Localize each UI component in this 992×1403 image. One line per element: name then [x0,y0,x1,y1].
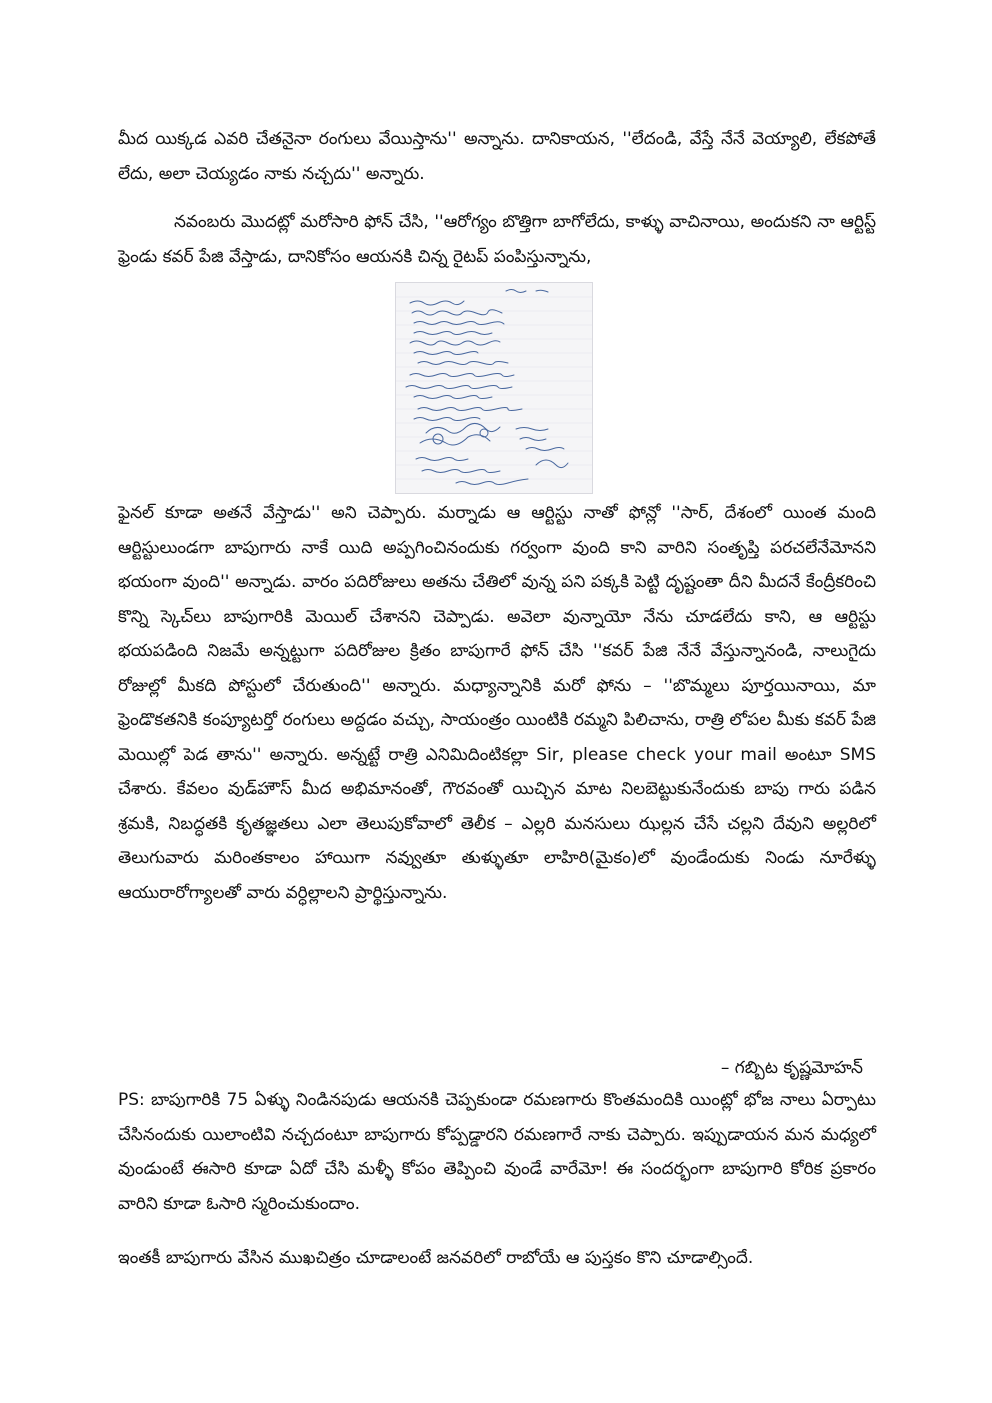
paragraph-3: ఫైనల్ కూడా అతనే వేస్తాడు'' అని చెప్పారు. మర్నాడు ఆ ఆర్టిస్టు నాతో ఫోన్లో ''సార్, దేశంలో యింత మంది ఆర్టిస్టులుండగా బాపుగారు నాకే యిది అప్పగించినందుకు గర్వంగా వుంది కాని వారిని సంతృప్తి పరచలేనేమోనని భయంగా వుంది'' అన్నాడు. వారం పదిరోజులు అతను చేతిలో వున్న పని పక్కకి పెట్టి దృష్టంతా దీని మీదనే కేంద్రీకరించి కొన్ని స్కెచ్‌లు బాపుగారికి మెయిల్ చేశానని చెప్పాడు. అవెలా వున్నాయో నేను చూడలేదు కాని, ఆ ఆర్టిస్టు భయపడింది నిజమే అన్నట్టుగా పదిరోజుల క్రితం బాపుగారే ఫోన్ చేసి ''కవర్ పేజి నేనే వేస్తున్నానండి, నాలుగైదు రోజుల్లో మీకది పోస్టులో చేరుతుంది'' అన్నారు. మధ్యాన్నానికి మరో ఫోను – ''బొమ్మలు పూర్తయినాయి, మా ఫ్రెండొకతనికి కంప్యూటర్తో రంగులు అద్దడం వచ్చు, సాయంత్రం యింటికి రమ్మని పిలిచాను, రాత్రి లోపల మీకు కవర్ పేజి మెయిల్లో పెడ తాను'' అన్నారు. అన్నట్టే రాత్రి ఎనిమిదింటికల్లా Sir, please check your mail అంటూ SMS చేశారు. కేవలం వుడ్‌హౌస్ మీద అభిమానంతో, గౌరవంతో యిచ్చిన మాట నిలబెట్టుకునేందుకు బాపు గారు పడిన శ్రమకి, నిబద్ధతకి కృతజ్ఞతలు ఎలా తెలుపుకోవాలో తెలీక – ఎల్లరి మనసులు ఝల్లన చేసే చల్లని దేవుని అల్లరిలో తెలుగువారు మరింతకాలం హాయిగా నవ్వుతూ తుళ్ళుతూ లాహిరి(మైకం)లో వుండేందుకు నిండు నూరేళ్ళు ఆయురారోగ్యాలతో వారు వర్ధిల్లాలని ప్రార్థిస్తున్నాను. [118,503,876,903]
paragraph-2: నవంబరు మొదట్లో మరోసారి ఫోన్ చేసి, ''ఆరోగ్యం బొత్తిగా బాగోలేదు, కాళ్ళు వాచినాయి, అందుకని నా ఆర్టిస్ట్ ఫ్రెండు కవర్ పేజి వేస్తాడు, దానికోసం ఆయనకి చిన్న రైటప్ పంపిస్తున్నాను, [118,212,876,267]
handwritten-letter-image [395,282,593,494]
author-signature: – గబ్బిట కృష్ణమోహన్ [720,1058,863,1078]
paragraph-1: మీద యిక్కడ ఎవరి చేతనైనా రంగులు వేయిస్తాను'' అన్నాను. దానికాయన, ''లేదండి, వేస్తే నేనే వెయ్యాలి, లేకపోతే లేదు, అలా చెయ్యడం నాకు నచ్చదు'' అన్నారు. [118,129,876,184]
handwritten-letter-sketch [396,283,592,493]
closing-paragraph: ఇంతకీ బాపుగారు వేసిన ముఖచిత్రం చూడాలంటే జనవరిలో రాబోయే ఆ పుస్తకం కొని చూడాల్సిందే. [118,1248,754,1268]
postscript-paragraph: PS: బాపుగారికి 75 ఏళ్ళు నిండినపుడు ఆయనకి చెప్పకుండా రమణగారు కొంతమందికి యింట్లో భోజ నాలు ఏర్పాటు చేసినందుకు యిలాంటివి నచ్చదంటూ బాపుగారు కోప్పడ్డారని రమణగారే నాకు చెప్పారు. ఇప్పుడాయన మన మధ్యలో వుండుంటే ఈసారి కూడా ఏదో చేసి మళ్ళీ కోపం తెప్పించి వుండే వారేమో! ఈ సందర్భంగా బాపుగారి కోరిక ప్రకారం వారిని కూడా ఓసారి స్మరించుకుందాం. [118,1090,876,1214]
